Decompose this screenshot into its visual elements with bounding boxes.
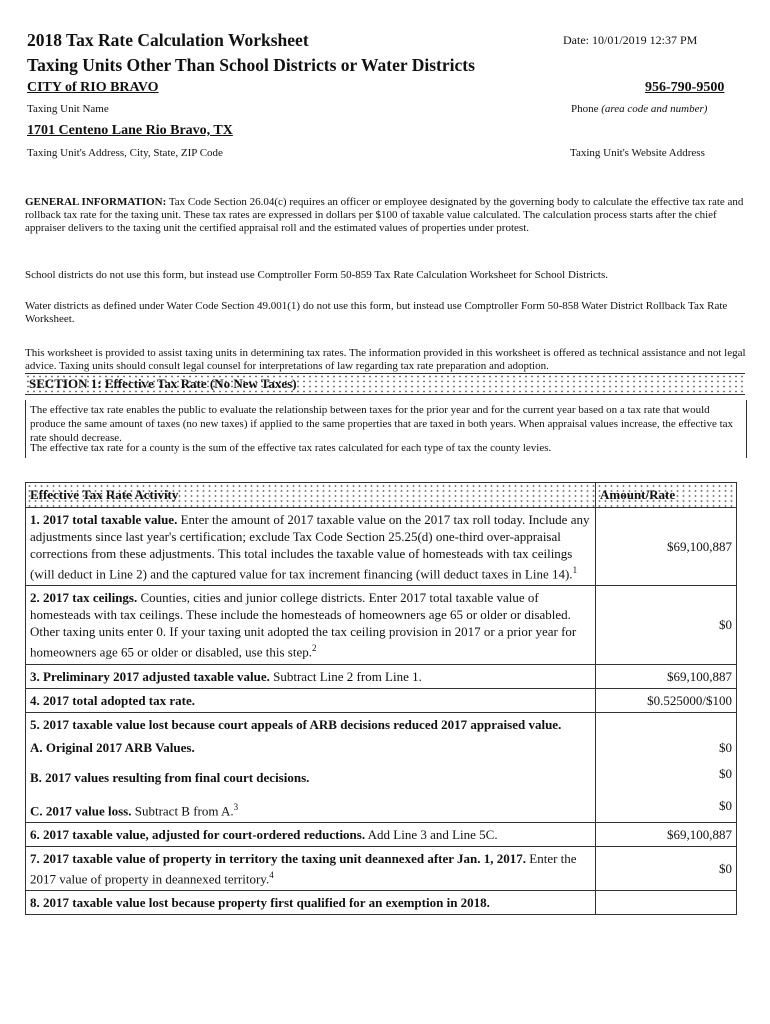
line-description bbox=[26, 712, 596, 736]
line-description bbox=[26, 891, 596, 915]
line-amount: $0.525000/$100 bbox=[596, 688, 737, 712]
table-row bbox=[26, 822, 737, 846]
general-info-lead: GENERAL INFORMATION: bbox=[25, 196, 167, 208]
table-row bbox=[26, 736, 737, 759]
line-amount: $0 bbox=[596, 736, 737, 759]
taxing-unit-address: 1701 Centeno Lane Rio Bravo, TX bbox=[27, 123, 233, 138]
table-row bbox=[26, 688, 737, 712]
col-header-amount: Amount/Rate bbox=[596, 483, 737, 508]
table-row bbox=[26, 891, 737, 915]
line-heading: B. 2017 values resulting from final court decisions. bbox=[30, 769, 310, 785]
line-text: Enter the 2017 value of property in deannexed territory. bbox=[30, 850, 577, 887]
line-amount: $0 bbox=[596, 789, 737, 823]
table-row bbox=[26, 586, 737, 664]
line-description bbox=[26, 688, 596, 712]
section-1-title: SECTION 1: Effective Tax Rate (No New Taxes) bbox=[29, 376, 297, 391]
worksheet-subtitle: Taxing Units Other Than School Districts or Water Districts bbox=[27, 55, 475, 75]
phone-label bbox=[571, 103, 707, 115]
address-label: Taxing Unit's Address, City, State, ZIP Code bbox=[27, 147, 223, 159]
line-text: Enter the amount of 2017 taxable value on the 2017 tax roll today. Include any adjustments since last year's certification; exclude Tax Code Section 25.25(d) one-third over-appraisal corrections from these adjustments. This total includes the taxable value of homesteads with tax ceilings (will deduct in Line 2) and the captured value for tax increment financing (will deduct taxes in Line 14). bbox=[30, 512, 590, 582]
phone-label-hint: (area code and number) bbox=[601, 103, 708, 115]
col-header-activity: Effective Tax Rate Activity bbox=[26, 483, 596, 508]
line-text: Subtract B from A. bbox=[131, 802, 234, 818]
effective-tax-rate-table bbox=[25, 482, 737, 915]
table-header-row bbox=[26, 483, 737, 508]
line-text: Subtract Line 2 from Line 1. bbox=[269, 668, 422, 684]
phone-label-text: Phone bbox=[571, 103, 599, 115]
table-row bbox=[26, 759, 737, 789]
line-description bbox=[26, 789, 596, 823]
line-text: Add Line 3 and Line 5C. bbox=[365, 826, 498, 842]
table-row bbox=[26, 664, 737, 688]
line-description bbox=[26, 664, 596, 688]
water-districts-note: Water districts as defined under Water Code Section 49.001(1) do not use this form, but instead use Comptroller Form 50-858 Water District Rollback Tax Rate Worksheet. bbox=[25, 300, 728, 325]
line-amount: $0 bbox=[596, 846, 737, 890]
school-districts-note: School districts do not use this form, but instead use Comptroller Form 50-859 Tax Rate Calculation Worksheet for School Districts. bbox=[25, 269, 609, 281]
line-heading: 1. 2017 total taxable value. bbox=[30, 512, 178, 527]
line-amount: $69,100,887 bbox=[596, 664, 737, 688]
line-amount: $0 bbox=[596, 759, 737, 789]
line-description bbox=[26, 759, 596, 789]
line-description bbox=[26, 822, 596, 846]
general-info-paragraph bbox=[25, 196, 747, 235]
section-1-county-note: The effective tax rate for a county is the sum of the effective tax rates calculated for each type of tax the county levies. bbox=[25, 438, 747, 458]
line-heading: 8. 2017 taxable value lost because property first qualified for an exemption in 2018. bbox=[30, 895, 490, 911]
line-amount bbox=[596, 712, 737, 736]
line-amount: $69,100,887 bbox=[596, 508, 737, 586]
line-text: Counties, cities and junior college districts. Enter 2017 total taxable value of homesteads with tax ceilings. These include the homesteads of homeowners age 65 or older or disabled. Other taxing units enter 0. If your taxing unit adopted the tax ceiling provision in 2017 or a prior year for homeowners age 65 or older or disabled, use this step. bbox=[30, 590, 577, 660]
line-footnote: 3 bbox=[233, 801, 239, 812]
line-amount: $69,100,887 bbox=[596, 822, 737, 846]
phone-number: 956-790-9500 bbox=[645, 80, 725, 95]
section-1-intro: The effective tax rate enables the public to evaluate the relationship between taxes for the prior year and for the current year based on a tax rate that would produce the same amount of taxes (no new taxes) if applied to the same properties that are taxed in both years. When appraisal values increase, the effective tax rate should decrease. bbox=[25, 400, 747, 448]
print-date: Date: 10/01/2019 12:37 PM bbox=[563, 33, 698, 47]
line-heading: 5. 2017 taxable value lost because court appeals of ARB decisions reduced 2017 appraised value. bbox=[30, 716, 562, 732]
line-amount: $0 bbox=[596, 586, 737, 664]
website-label: Taxing Unit's Website Address bbox=[570, 147, 705, 159]
line-description bbox=[26, 846, 596, 890]
line-heading: C. 2017 value loss. bbox=[30, 802, 132, 818]
worksheet-title: 2018 Tax Rate Calculation Worksheet bbox=[27, 30, 309, 50]
taxing-unit-name-label: Taxing Unit Name bbox=[27, 103, 109, 115]
line-description bbox=[26, 736, 596, 759]
line-footnote: 4 bbox=[269, 869, 274, 880]
line-amount bbox=[596, 891, 737, 915]
table-row bbox=[26, 508, 737, 586]
line-heading: 4. 2017 total adopted tax rate. bbox=[30, 692, 196, 708]
line-heading: A. Original 2017 ARB Values. bbox=[30, 739, 195, 755]
line-heading: 3. Preliminary 2017 adjusted taxable value. bbox=[30, 668, 270, 684]
line-heading: 6. 2017 taxable value, adjusted for court-ordered reductions. bbox=[30, 826, 366, 842]
line-footnote: 2 bbox=[311, 643, 317, 654]
section-1-header bbox=[25, 373, 745, 395]
disclaimer-paragraph: This worksheet is provided to assist taxing units in determining tax rates. The information provided in this worksheet is offered as technical assistance and not legal advice. Taxing units should consult legal counsel for interpretations of law regarding tax rate preparation and adoption. bbox=[25, 347, 746, 372]
line-heading: 7. 2017 taxable value of property in territory the taxing unit deannexed after Jan. 1, 2017. bbox=[30, 850, 527, 866]
line-description bbox=[26, 586, 596, 664]
table-row bbox=[26, 789, 737, 823]
table-row bbox=[26, 712, 737, 736]
line-footnote: 1 bbox=[572, 565, 578, 575]
table-row bbox=[26, 846, 737, 890]
general-info-text: Tax Code Section 26.04(c) requires an officer or employee designated by the governing body to calculate the effective tax rate and rollback tax rate for the taxing unit. These tax rates are expressed in dollars per $100 of taxable value calculated. The calculation process starts after the chief appraiser delivers to the taxing unit the certified appraisal roll and the estimated values of properties under protest. bbox=[25, 196, 744, 234]
line-description bbox=[26, 508, 596, 586]
taxing-unit-name: CITY of RIO BRAVO bbox=[27, 80, 159, 95]
line-heading: 2. 2017 tax ceilings. bbox=[30, 590, 138, 606]
